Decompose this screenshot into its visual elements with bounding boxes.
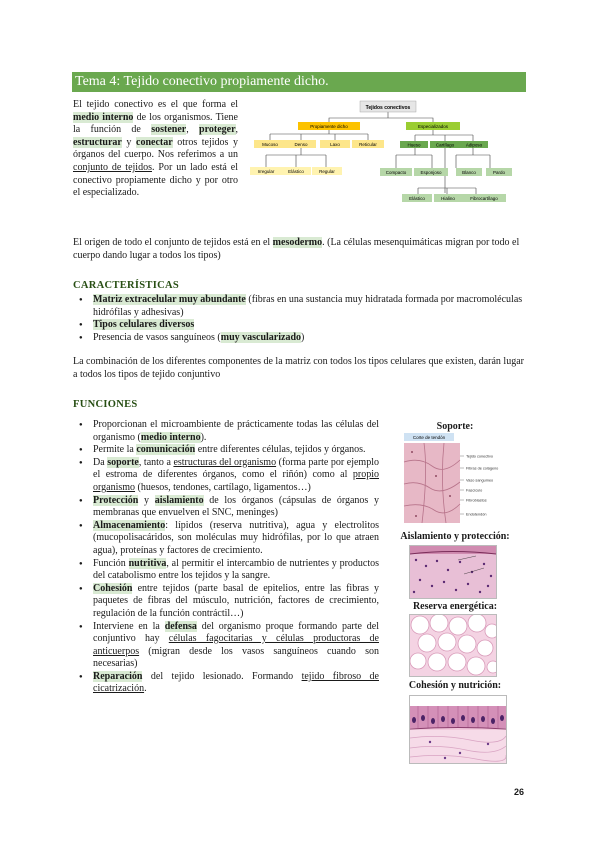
diagram-hialino: Hialino [441, 196, 455, 201]
diagram-especializado: Especializados [417, 124, 449, 129]
funcion-text: entre tejidos (parte basal de epitelios, entre las fibras y paquetes de fibras del músculo, nutrición, factores de crecimiento, regulación de la función contráctil…) [93, 582, 379, 619]
caracteristica-bold: muy vascularizado [220, 331, 302, 343]
title-bar [72, 72, 526, 92]
funcion-text: Proporcionan el microambiente de prácticamente todas las células del organismo ( [93, 419, 379, 443]
diagram-pardo: Pardo [492, 170, 506, 175]
funciones-list [75, 419, 379, 696]
diagram-cartilago: Cartílago [435, 142, 455, 148]
caracteristica-bold: Matriz extracelular muy abundante [93, 294, 246, 305]
funcion-text: Interviene en la [93, 620, 165, 632]
aislamiento-title: Aislamiento y protección: [400, 531, 510, 542]
funcion-text: . [144, 683, 147, 695]
caracteristica-item [75, 319, 525, 332]
aislamiento-figure [409, 545, 497, 599]
diagram-regular: Regular [319, 169, 335, 174]
intro-sostener: sostener [151, 124, 187, 136]
funcion-text: de los órganos (cápsulas de órganos y membranas que envuelven el SNC, meninges) [93, 494, 379, 519]
funcion-underline: propio organismo [93, 469, 379, 493]
funcion-text: Permite la [93, 444, 137, 456]
intro-text: . Por un lado está el conectivo propiamente dicho y por otro el especializado. [73, 161, 238, 199]
diagram-propio: Propiamente dicho [310, 124, 348, 129]
intro-sep: y [121, 136, 136, 148]
funcion-text: (forma parte por ejemplo el estroma de diferentes órganos, como el riñón) como al [93, 456, 379, 481]
funcion-text: y [138, 494, 155, 506]
funcion-bold: Almacenamiento [93, 519, 166, 531]
funcion-item [75, 671, 379, 696]
caracteristica-text: (fibras en una sustancia muy hidratada formada por macromoléculas hidrófilas y adhesivas) [93, 294, 523, 318]
intro-sep: , [186, 124, 200, 136]
caracteristicas-list [75, 294, 525, 344]
funcion-item [75, 520, 379, 558]
funcion-text: del tejido lesionado. Formando [142, 670, 302, 682]
epithelium-micrograph [410, 696, 506, 763]
funcion-bold: aislamiento [154, 494, 204, 506]
funcion-bold: Cohesión [93, 582, 133, 594]
diagram-reticular: Reticular [359, 142, 377, 147]
intro-conjunto: conjunto de tejidos [73, 161, 152, 173]
funcion-bold: Reparación [93, 670, 143, 682]
diagram-esponjoso: Esponjoso [420, 170, 442, 175]
intro-proteger: proteger [199, 124, 236, 136]
funcion-underline: estructuras del organismo [173, 456, 277, 468]
diagram-compacto: Compacto [385, 170, 407, 175]
diagram-mucoso: Mucoso [262, 142, 278, 147]
diagram-irregular: Irregular [257, 169, 275, 174]
funcion-item [75, 495, 379, 520]
caracteristica-text: Presencia de vasos sanguíneos ( [93, 331, 221, 343]
funcion-bold: soporte [107, 456, 139, 468]
diagram-elastico2: Elástico [409, 196, 425, 201]
soporte-label: Fibroblastos [466, 498, 487, 503]
caracteristica-item [75, 332, 525, 345]
funcion-text: Función [93, 557, 129, 569]
funcion-text: (migran desde los vasos sanguíneos cuando son necesarias) [93, 645, 379, 670]
funcion-bold: nutritiva [128, 557, 167, 569]
diagram-root: Tejidos conectivos [365, 105, 411, 111]
meninges-micrograph [410, 546, 496, 598]
diagram-denso: Denso [294, 142, 308, 147]
diagram-laxo: Laxo [330, 142, 340, 147]
funcion-text: (huesos, tendones, cartílago, ligamentos…) [135, 481, 311, 493]
funcion-underline: tejido fibroso de cicatrización [93, 670, 379, 695]
intro-text: de los organismos. Tiene la función de [73, 111, 238, 136]
caracteristicas-heading: CARACTERÍSTICAS [73, 280, 180, 291]
funcion-text: ). [200, 431, 207, 443]
adipose-micrograph [410, 615, 496, 676]
diagram-adiposo: Adiposo [465, 142, 483, 148]
funcion-item [75, 419, 379, 444]
origin-paragraph [73, 237, 525, 262]
funcion-text: , al permitir el intercambio de nutrientes y productos del catabolismo entre los tejidos y la sangre. [93, 557, 380, 582]
diagram-elastico: Elástico [288, 169, 304, 174]
soporte-label: Fibras de colágeno [466, 466, 499, 471]
soporte-title: Soporte: [436, 421, 474, 432]
soporte-label: Tejido conectivo [466, 454, 494, 459]
cohesion-title: Cohesión y nutrición: [408, 680, 502, 691]
funcion-bold: medio interno [140, 431, 201, 443]
page-number: 26 [514, 787, 525, 797]
funcion-text: , tanto a [138, 456, 174, 468]
tissue-diagram [248, 98, 528, 218]
funciones-heading: FUNCIONES [73, 399, 138, 410]
diagram-hueso: Hueso [407, 142, 421, 148]
funcion-item [75, 558, 379, 583]
soporte-figure [400, 432, 518, 526]
reserva-title: Reserva energética: [412, 601, 498, 612]
funcion-bold: comunicación [136, 444, 196, 456]
page-title: Tema 4: Tejido conectivo propiamente dicho. [75, 74, 329, 89]
soporte-label: Vaso sanguíneo [466, 478, 494, 483]
funcion-bold: defensa [164, 620, 197, 632]
caracteristica-text: ) [301, 331, 305, 343]
caracteristica-item [75, 294, 525, 319]
funcion-item [75, 621, 379, 671]
intro-medio-interno: medio interno [73, 111, 134, 123]
funcion-item [75, 444, 379, 457]
funcion-underline: células fagocitarias y células productoras de anticuerpos [93, 633, 379, 657]
funcion-item [75, 457, 379, 495]
caracteristica-bold: Tipos celulares diversos [93, 319, 195, 331]
soporte-label: Fascículo [466, 488, 483, 493]
tissue-diagram-svg [248, 98, 528, 218]
soporte-label: Endotendón [466, 512, 487, 517]
cohesion-figure [409, 695, 507, 764]
soporte-tag: Corte de tendón [412, 435, 446, 440]
funcion-bold: Protección [93, 494, 139, 506]
caracteristicas-summary: La combinación de los diferentes componentes de la matriz con todos los tipos celulares que existen, darán lugar a todos los tipos de tejido conjuntivo [73, 356, 524, 380]
origin-text: El origen de todo el conjunto de tejidos está en el [73, 237, 273, 248]
funcion-text: Da [93, 456, 108, 468]
funcion-text: : lípidos (reserva nutritiva), agua y electrolitos (mucopolisacáridos, son moléculas muy hidrófilas, por lo que atraen agua), proteínas y factores de crecimiento. [93, 519, 379, 556]
tendon-micrograph [400, 432, 518, 526]
funcion-text: entre diferentes células, tejidos y órganos. [195, 444, 366, 456]
intro-text: otros tejidos y órganos del cuerpo. Nos referimos a un [73, 136, 238, 161]
origin-text: . (La células mesenquimáticas migran por todo el cuerpo dando lugar a todos los tipos) [73, 237, 520, 261]
intro-paragraph [73, 99, 238, 200]
reserva-figure [409, 614, 497, 677]
diagram-fibrocartilago: Fibrocartílago [470, 196, 498, 201]
intro-text: El tejido conectivo es el que forma el [73, 99, 238, 110]
diagram-blanco: Blanco [462, 170, 476, 175]
intro-sep: , [235, 124, 239, 136]
intro-estructurar: estructurar [73, 136, 122, 148]
funcion-text: del organismo proque formando parte del conjuntivo hay [93, 620, 380, 645]
intro-conectar: conectar [136, 136, 173, 148]
origin-mesodermo: mesodermo [272, 237, 323, 248]
funcion-item [75, 583, 379, 621]
